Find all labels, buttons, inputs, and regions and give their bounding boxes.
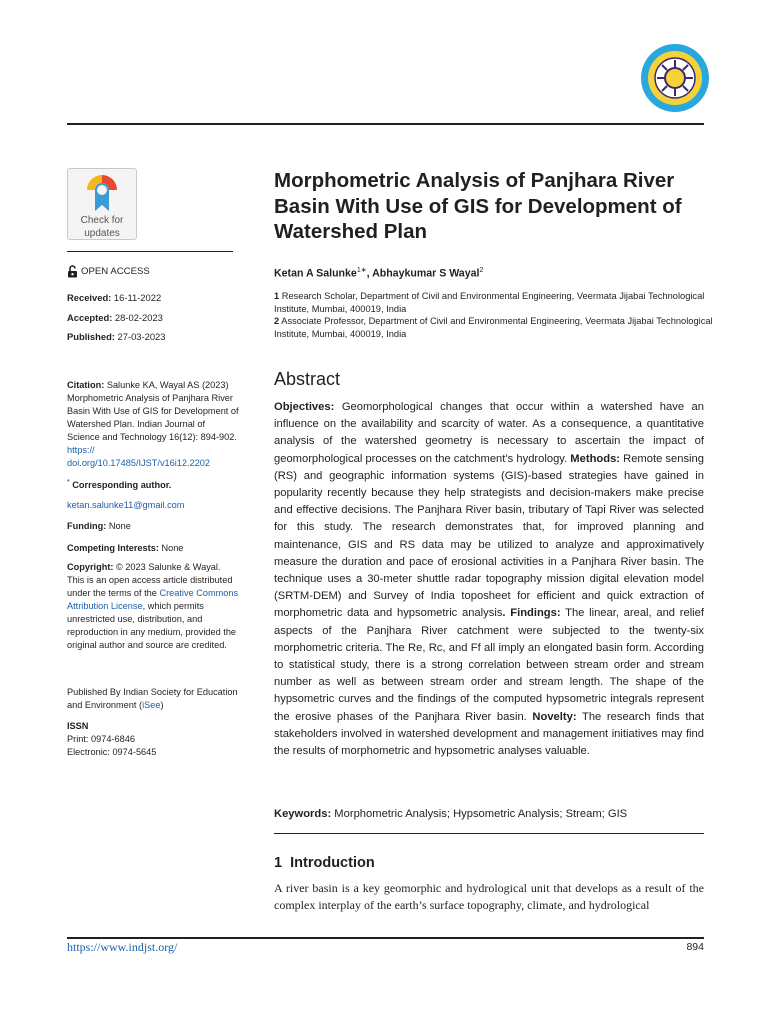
affiliation-1: 1 Research Scholar, Department of Civil and Environmental Engineering, Veermata Jijabai Technological Institute, Mumbai, 400019, India — [274, 291, 705, 314]
funding: Funding: None — [67, 521, 131, 531]
keywords-divider — [274, 833, 704, 834]
accepted-date: Accepted: 28-02-2023 — [67, 311, 163, 323]
footer-divider — [67, 937, 704, 939]
open-access-text: OPEN ACCESS — [81, 266, 150, 277]
competing-interests: Competing Interests: None — [67, 543, 184, 553]
header-divider — [67, 123, 704, 125]
open-access-label — [67, 265, 150, 278]
citation: Citation: Salunke KA, Wayal AS (2023) Morphometric Analysis of Panjhara River Basin With Use of GIS for Development of Watershed Plan. Indian Journal of Science and Technology 16(12): 894-902. https:// doi.org/10.17485/IJST/v16i12.2202 — [67, 380, 239, 468]
abstract-body: Objectives: Geomorphological changes that occur within a watershed have an influence on the availability and scarcity of water. As a consequence, a quantitative analysis of the watershed geometry is necessary to ascertain the impact of geomorphological processes on the catchment’s hydrology. Methods: Remote sensing (RS) and geographic information systems (GIS)-based strategies have gained in popularity recently because they help strategists and decision-makers make precise and effective decisions. The Panjhara River basin, tributary of Tapi River was selected for this study. The research demonstrates that, for improved planning and maintenance, GIS and RS data may be utilized to analyze and approximatively measure the duration and pace of erosional activities in a Panjhara River basin. The technique uses a 30-meter shuttle radar topography mission digital elevation model (SRTM-DEM) and Survey of India toposheet for efficient and quick extraction of morphometric data and hypsometric analysis. Findings: The linear, areal, and relief aspects of the Panjhara River catchment were subjected to the twenty-six morphometric criteria. The Re, Rc, and Ff all imply an elongated basin form. According to statistical study, there is a strong correlation between stream order and stream number as well as between stream order and stream length. The shape of the hypsometric curves and the findings of the computed hypsometric integrals represent the erosive phases of the Panjhara River basin. Novelty: The research finds that stakeholders involved in watershed development and management initiatives may find the results of morphometric and hypsometric analyses valuable. — [274, 401, 705, 758]
email-link[interactable]: ketan.salunke11@gmail.com — [67, 500, 185, 510]
sidebar-divider — [67, 251, 233, 252]
issn-block — [67, 720, 242, 759]
corresponding-email — [67, 499, 242, 512]
introduction-heading: 1 Introduction — [274, 855, 375, 871]
author-1: Ketan A Salunke — [274, 267, 357, 280]
published-date: Published: 27-03-2023 — [67, 331, 166, 342]
issn-print: Print: 0974-6846 — [67, 734, 135, 744]
author-2: Abhaykumar S Wayal — [372, 267, 480, 280]
issn-electronic: Electronic: 0974-5645 — [67, 747, 157, 757]
page-number: 894 — [686, 941, 704, 953]
copyright: Copyright: © 2023 Salunke & Wayal. This is an open access article distributed under the terms of the Creative Commons Attribution License, which permits unrestricted use, distribution, and reproduction in any medium, provided the original author and source are credited. — [67, 562, 239, 650]
license-link[interactable]: Creative Commons Attribution License — [67, 588, 239, 611]
journal-url-link[interactable]: https://www.indjst.org/ — [67, 940, 178, 954]
publisher: Published By Indian Society for Education and Environment (iSee) — [67, 687, 238, 710]
crossmark-line-1: Check for — [80, 215, 124, 226]
affiliation-2: 2 Associate Professor, Department of Civil and Environmental Engineering, Veermata Jijabai Technological Institute, Mumbai, 400019, India — [274, 316, 713, 339]
journal-seal-icon — [640, 43, 710, 113]
article-title: Morphometric Analysis of Panjhara River Basin With Use of GIS for Development of Watershed Plan — [274, 169, 682, 243]
abstract-heading: Abstract — [274, 369, 341, 389]
issn-label: ISSN — [67, 721, 89, 731]
crossmark-icon — [85, 173, 119, 213]
received-date: Received: 16-11-2022 — [67, 292, 162, 303]
corresponding-author: * Corresponding author. — [67, 479, 172, 491]
open-lock-icon — [67, 265, 78, 278]
isee-link[interactable]: iSee — [142, 700, 161, 710]
article-dates — [67, 288, 242, 347]
introduction-text: A river basin is a key geomorphic and hydrological unit that develops as a result of the complex interplay of the earth’s surface topography, climate, and hydrological — [274, 881, 704, 912]
keywords: Keywords: Morphometric Analysis; Hypsometric Analysis; Stream; GIS — [274, 808, 628, 820]
doi-link[interactable]: https:// doi.org/10.17485/IJST/v16i12.2202 — [67, 445, 211, 468]
crossmark-line-2: updates — [84, 228, 120, 239]
check-for-updates-badge[interactable] — [67, 168, 137, 240]
author-list: Ketan A Salunke$^{1∗}$, Abhaykumar S Wayal$^2$ — [274, 267, 484, 280]
